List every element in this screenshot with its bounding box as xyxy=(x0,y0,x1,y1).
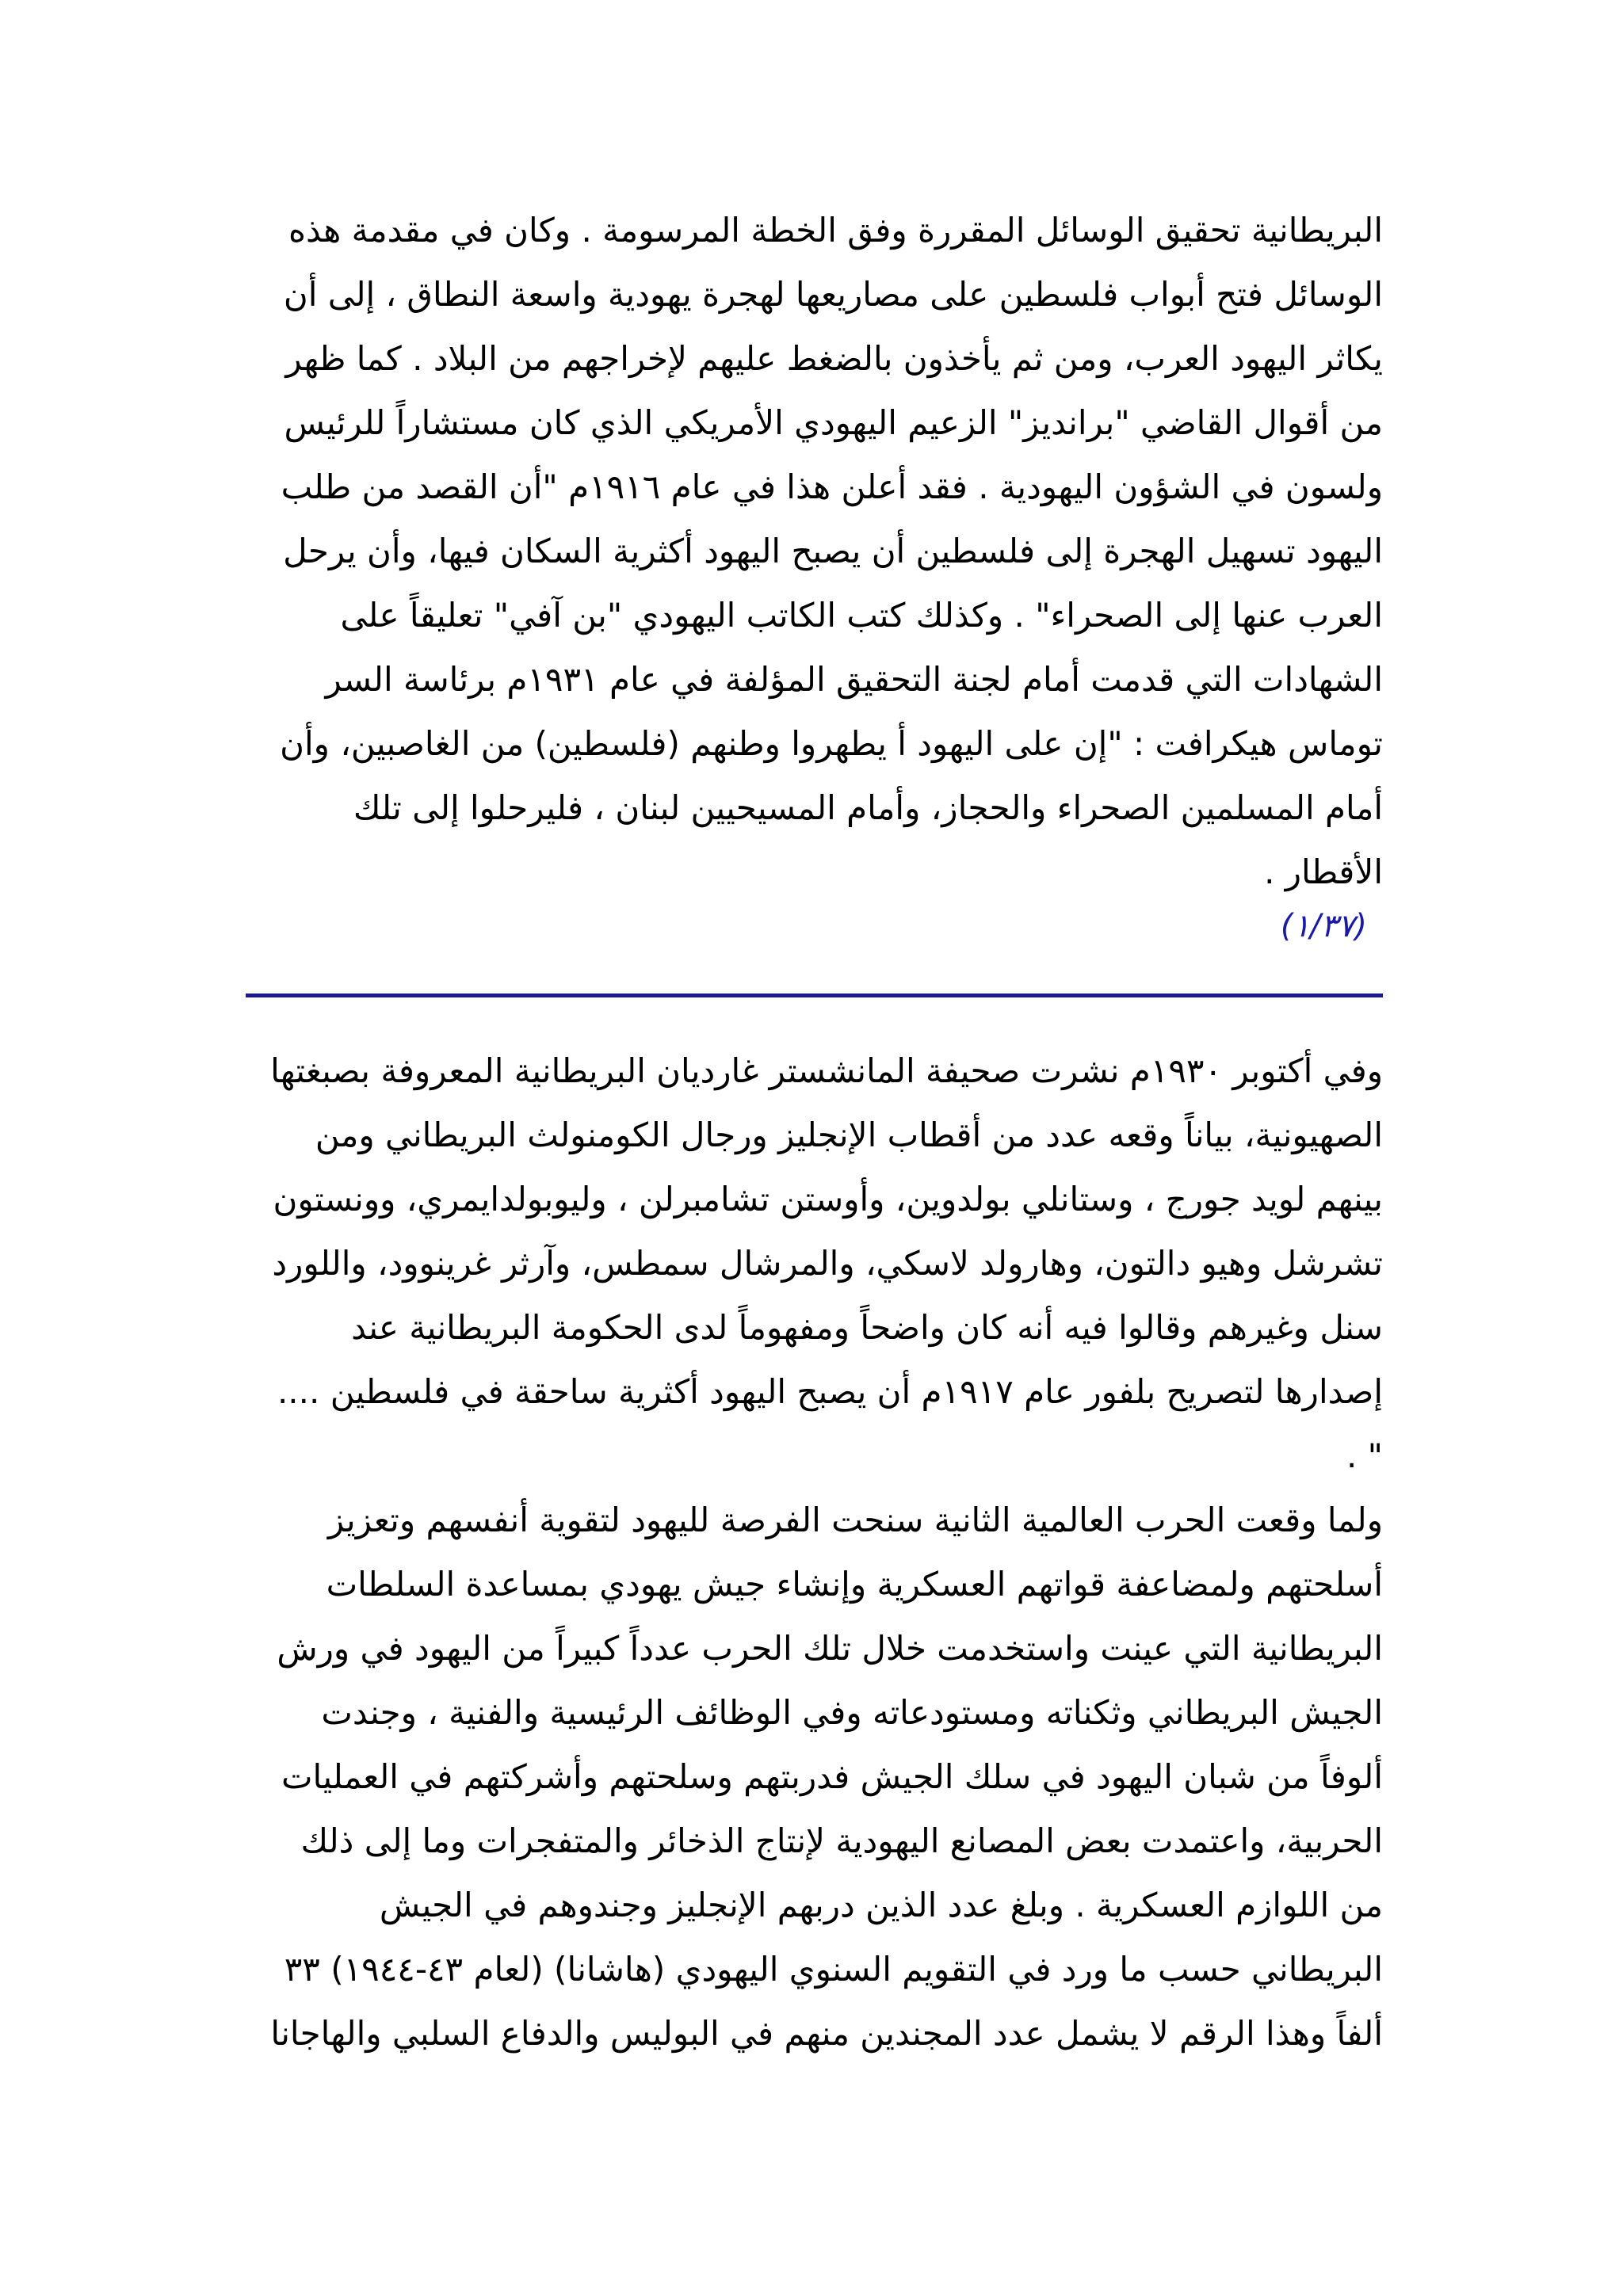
text-line: يكاثر اليهود العرب، ومن ثم يأخذون بالضغط عليهم لإخراجهم من البلاد . كما ظهر xyxy=(285,339,1383,378)
text-line: الشهادات التي قدمت أمام لجنة التحقيق المؤلفة في عام ١٩٣١م برئاسة السر xyxy=(325,660,1383,699)
text-line: إصدارها لتصريح بلفور عام ١٩١٧م أن يصبح اليهود أكثرية ساحقة في فلسطين .... xyxy=(277,1372,1383,1411)
text-line: البريطاني حسب ما ورد في التقويم السنوي اليهودي (هاشانا) (لعام ٤٣-١٩٤٤) ٣٣ xyxy=(284,1950,1383,1989)
text-line: ولما وقعت الحرب العالمية الثانية سنحت الفرصة لليهود لتقوية أنفسهم وتعزيز xyxy=(327,1501,1383,1539)
text-line: سنل وغيرهم وقالوا فيه أنه كان واضحاً ومفهوماً لدى الحكومة البريطانية عند xyxy=(351,1308,1383,1347)
text-line: الجيش البريطاني وثكناته ومستودعاته وفي الوظائف الرئيسية والفنية ، وجندت xyxy=(321,1693,1383,1732)
text-line: العرب عنها إلى الصحراء" . وكذلك كتب الكاتب اليهودي "بن آفي" تعليقاً على xyxy=(340,596,1383,635)
text-line: الأقطار . xyxy=(1264,852,1383,891)
text-line: ألوفاً من شبان اليهود في سلك الجيش فدربتهم وسلحتهم وأشركتهم في العمليات xyxy=(281,1757,1383,1796)
text-line: ألفاً وهذا الرقم لا يشمل عدد المجندين منهم في البوليس والدفاع السلبي والهاجانا xyxy=(270,2014,1383,2053)
horizontal-divider xyxy=(246,994,1383,997)
text-line: الوسائل فتح أبواب فلسطين على مصاريعها لهجرة يهودية واسعة النطاق ، إلى أن xyxy=(283,275,1383,314)
text-line: " . xyxy=(1346,1436,1383,1475)
text-line: توماس هيكرافت : "إن على اليهود أ يطهروا وطنهم (فلسطين) من الغاصبين، وأن xyxy=(280,724,1383,763)
paragraph-october-1930 xyxy=(246,1039,1383,1488)
text-line: تشرشل وهيو دالتون، وهارولد لاسكي، والمرشال سمطس، وآرثر غرينوود، واللورد xyxy=(272,1244,1383,1283)
text-line: البريطانية تحقيق الوسائل المقررة وفق الخطة المرسومة . وكان في مقدمة هذه xyxy=(288,211,1383,250)
page-reference-text: (١/٣٧) xyxy=(1280,908,1367,944)
text-line: من أقوال القاضي "برانديز" الزعيم اليهودي الأمريكي الذي كان مستشاراً للرئيس xyxy=(284,403,1383,442)
text-line: اليهود تسهيل الهجرة إلى فلسطين أن يصبح اليهود أكثرية السكان فيها، وأن يرحل xyxy=(283,532,1383,570)
text-line: الحربية، واعتمدت بعض المصانع اليهودية لإنتاج الذخائر والمتفجرات وما إلى ذلك xyxy=(300,1821,1383,1860)
text-line: أمام المسلمين الصحراء والحجاز، وأمام المسيحيين لبنان ، فليرحلوا إلى تلك xyxy=(353,788,1383,827)
paragraph-top xyxy=(246,198,1383,904)
text-line: البريطانية التي عينت واستخدمت خلال تلك الحرب عدداً كبيراً من اليهود في ورش xyxy=(277,1629,1383,1668)
paragraph-world-war-two xyxy=(246,1488,1383,2065)
text-line: ولسون في الشؤون اليهودية . فقد أعلن هذا في عام ١٩١٦م "أن القصد من طلب xyxy=(281,467,1383,506)
document-body xyxy=(246,198,1383,2065)
page-reference xyxy=(246,908,1383,971)
text-line: من اللوازم العسكرية . وبلغ عدد الذين دربهم الإنجليز وجندوهم في الجيش xyxy=(379,1886,1383,1924)
text-line: الصهيونية، بياناً وقعه عدد من أقطاب الإنجليز ورجال الكومنولث البريطاني ومن xyxy=(315,1116,1383,1154)
text-line: بينهم لويد جورج ، وستانلي بولدوين، وأوستن تشامبرلن ، وليوبولدايمري، وونستون xyxy=(273,1180,1383,1219)
text-line: وفي أكتوبر ١٩٣٠م نشرت صحيفة المانشستر غارديان البريطانية المعروفة بصبغتها xyxy=(270,1051,1383,1090)
text-line: أسلحتهم ولمضاعفة قواتهم العسكرية وإنشاء جيش يهودي بمساعدة السلطات xyxy=(326,1565,1383,1604)
